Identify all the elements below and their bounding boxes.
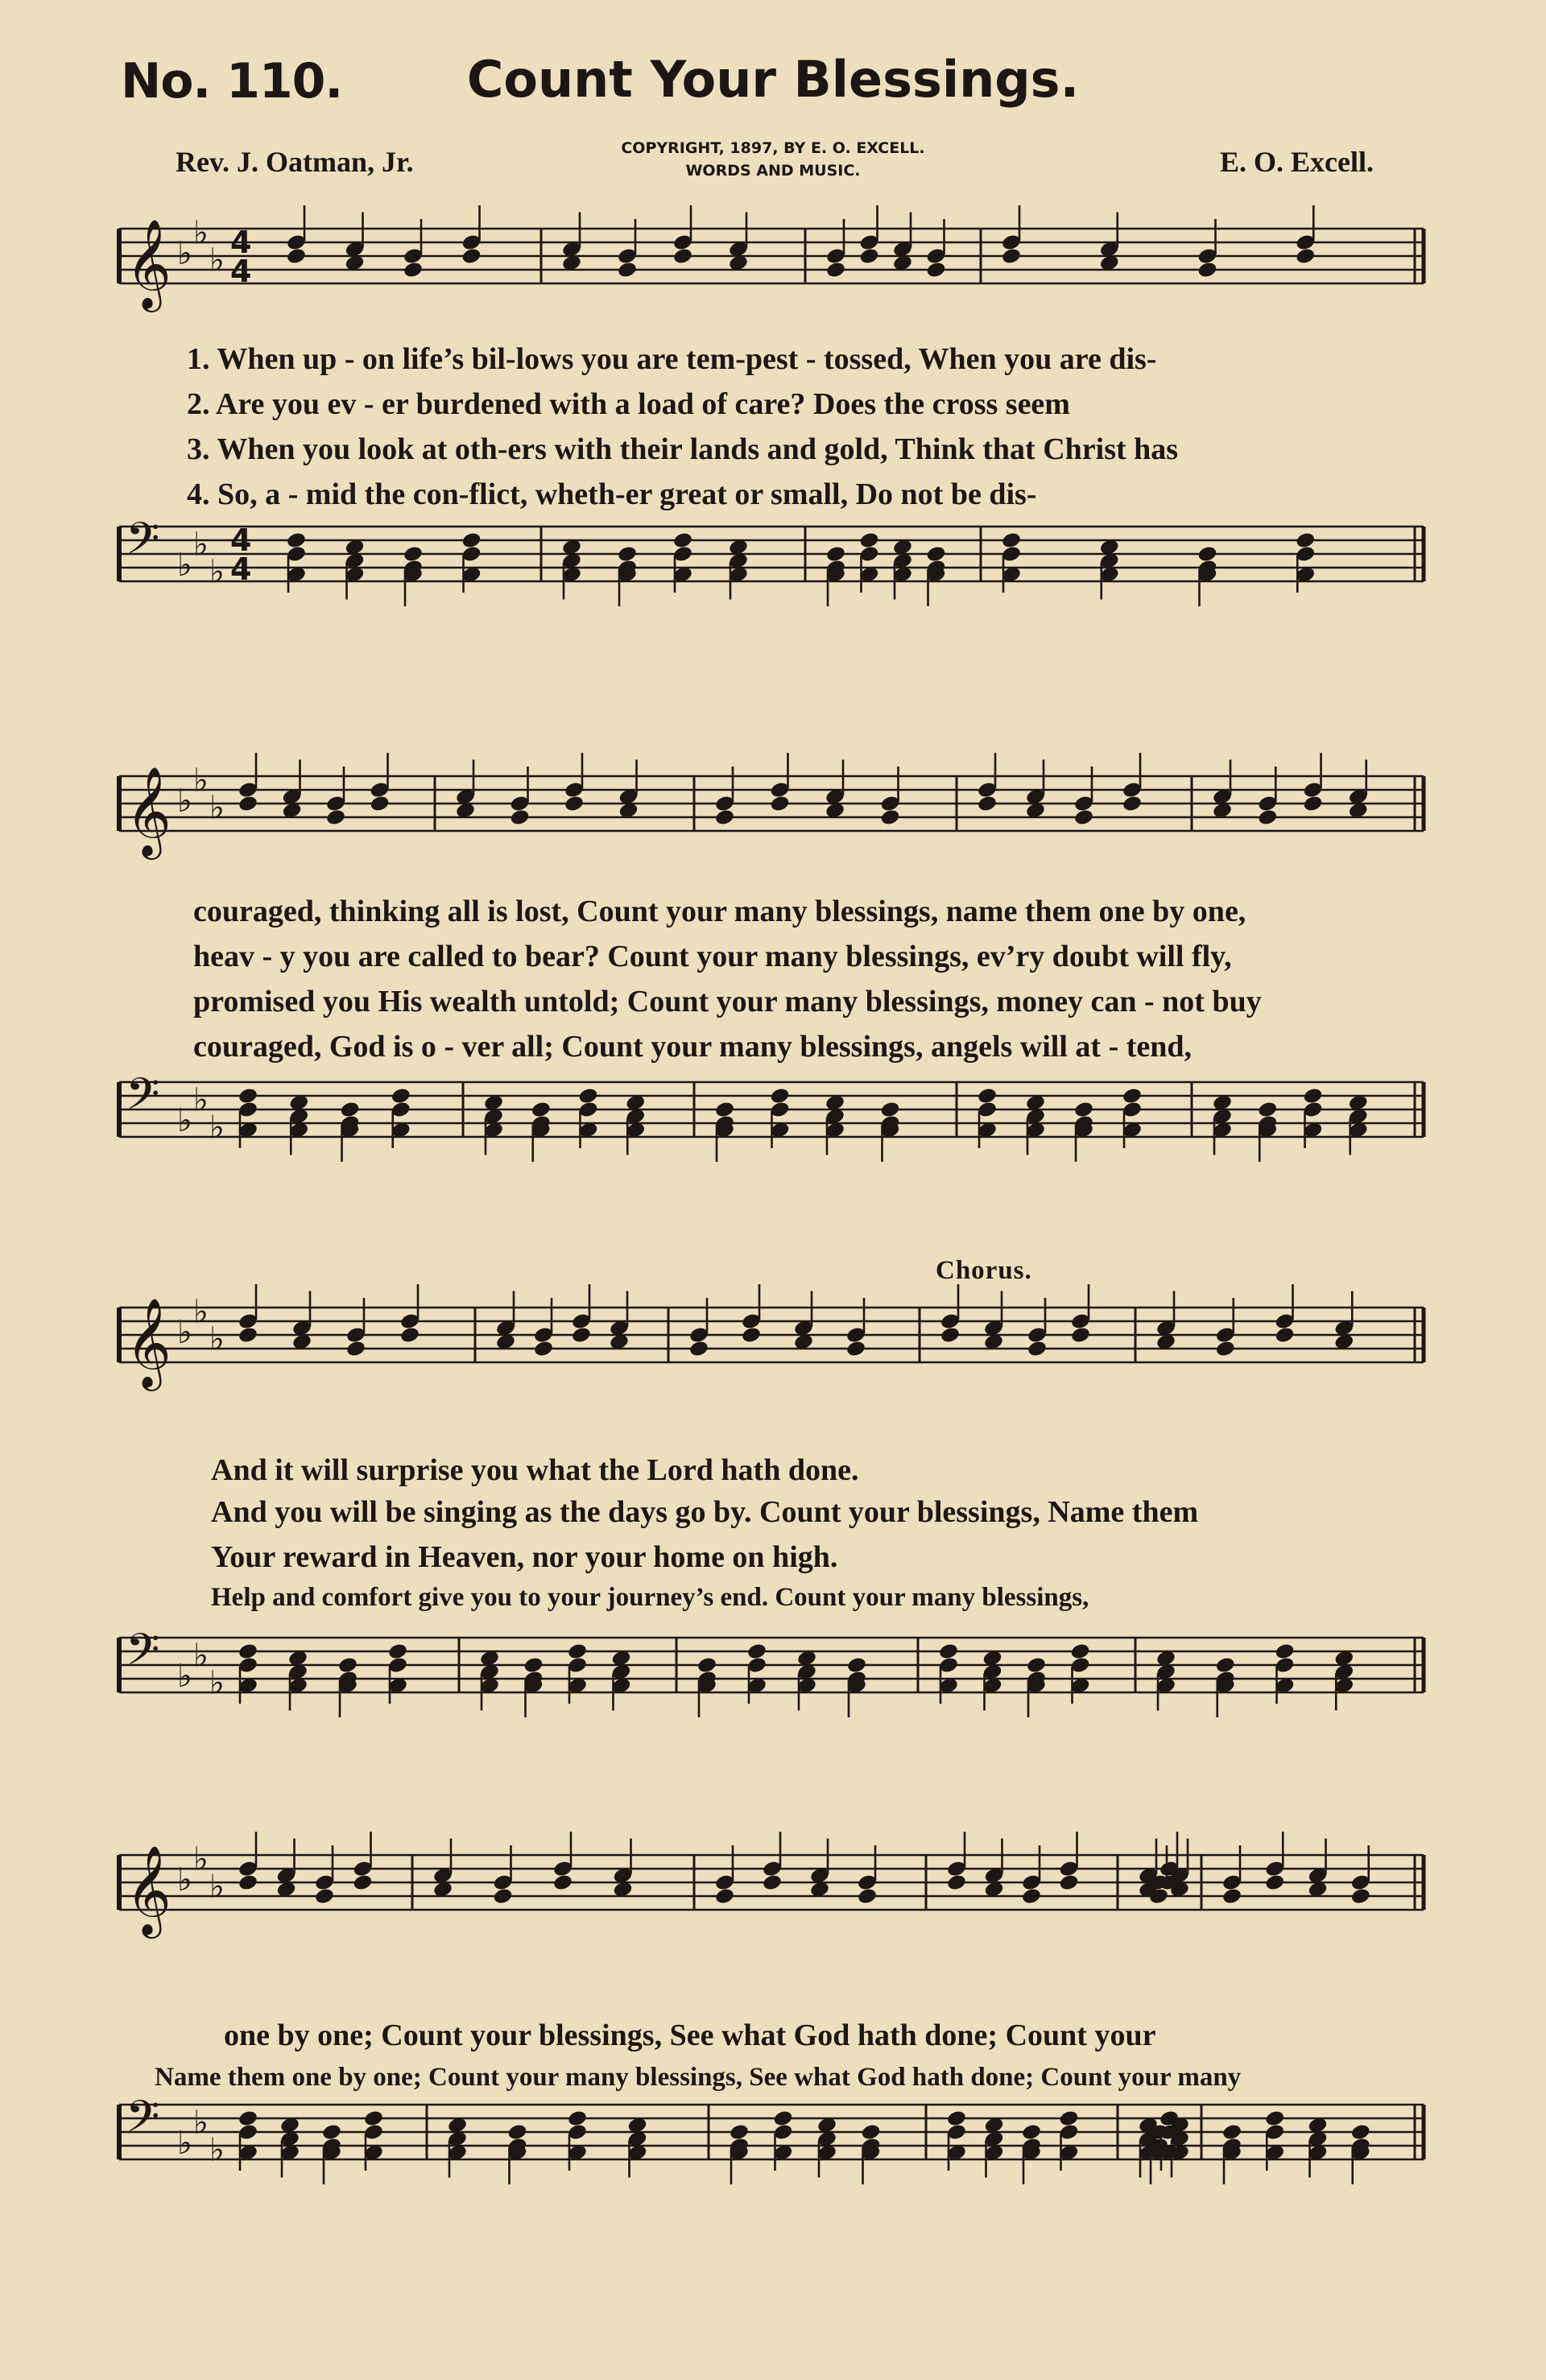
note-head	[1257, 808, 1278, 827]
note-head	[977, 795, 998, 813]
note-head	[860, 2123, 881, 2142]
note-head	[1069, 1642, 1090, 1661]
flat-icon: ♭	[193, 1292, 209, 1331]
flat-icon: ♭	[209, 2130, 225, 2169]
note-head	[1295, 247, 1316, 266]
note-head	[617, 545, 638, 564]
note-head	[858, 531, 879, 550]
note-head	[845, 1340, 866, 1358]
flat-icon: ♭	[193, 213, 209, 252]
lyric-verse-2: heav - y you are called to bear? Count your many blessings, ev’ry doubt will fly,	[193, 940, 1232, 973]
flat-icon: ♭	[209, 1320, 225, 1358]
note-head	[1222, 1887, 1242, 1906]
flat-icon: ♭	[193, 1081, 209, 1119]
lyric-verse-1: one by one; Count your blessings, See what God hath done; Count your	[224, 2018, 1156, 2052]
note-head	[714, 1887, 735, 1906]
lyric-verse-4: couraged, God is o - ver all; Count your many blessings, angels will at - tend,	[193, 1030, 1193, 1064]
music-system-1-treble	[0, 213, 1546, 338]
lyric-verse-4: Help and comfort give you to your journey’s end. Count your many blessings,	[211, 1583, 1089, 1612]
time-signature-digit: 4	[230, 225, 252, 260]
note-head	[741, 1326, 762, 1345]
note-head	[531, 1101, 552, 1119]
note-head	[925, 545, 946, 564]
note-head	[238, 1326, 258, 1345]
flat-icon: ♭	[177, 2124, 192, 2162]
note-head	[714, 808, 735, 827]
note-head	[1027, 1340, 1048, 1358]
note-head	[461, 531, 482, 550]
lyric-verse-3: promised you His wealth untold; Count your many blessings, money can - not buy	[193, 985, 1262, 1019]
note-head	[552, 1874, 573, 1892]
note-head	[1302, 1087, 1323, 1105]
note-head	[1274, 1326, 1295, 1345]
treble-clef-icon: 𝄞	[126, 1297, 172, 1387]
note-head	[238, 1874, 258, 1892]
note-head	[286, 247, 307, 266]
bass-clef-icon: 𝄢	[126, 2091, 160, 2153]
lyric-verse-2: 2. Are you ev - er burdened with a load of care? Does the cross seem	[187, 387, 1070, 421]
flat-icon: ♭	[209, 241, 225, 279]
flat-icon: ♭	[177, 1101, 192, 1139]
flat-icon: ♭	[193, 761, 209, 800]
copyright-line: COPYRIGHT, 1897, BY E. O. EXCELL.	[621, 139, 925, 157]
bass-clef-icon: 𝄢	[126, 1624, 160, 1686]
note-head	[1264, 1874, 1285, 1892]
note-head	[697, 1656, 717, 1675]
note-head	[672, 247, 693, 266]
note-head	[977, 1087, 998, 1105]
note-head	[325, 808, 346, 827]
note-head	[1021, 2123, 1042, 2142]
flat-icon: ♭	[177, 1861, 192, 1899]
note-head	[352, 1874, 373, 1892]
note-head	[391, 1087, 411, 1105]
note-head	[846, 1656, 867, 1675]
flat-icon: ♭	[177, 1313, 192, 1351]
note-head	[1021, 1887, 1042, 1906]
note-head	[879, 808, 900, 827]
note-head	[238, 795, 258, 813]
note-head	[1058, 2109, 1079, 2128]
flat-icon: ♭	[209, 552, 225, 591]
lyric-verse-4: 4. So, a - mid the con-flict, wheth-er great or small, Do not be dis-	[187, 477, 1037, 511]
note-head	[1302, 795, 1323, 813]
note-head	[403, 261, 424, 279]
flat-icon: ♭	[209, 788, 225, 827]
note-head	[938, 1642, 959, 1661]
note-head	[1197, 261, 1217, 279]
note-head	[1001, 531, 1022, 550]
note-head	[506, 2123, 527, 2142]
note-head	[399, 1326, 420, 1345]
time-signature-digit: 4	[230, 523, 252, 558]
note-head	[925, 261, 946, 279]
note-head	[1073, 1101, 1094, 1119]
note-head	[321, 2123, 342, 2142]
music-system-3-treble	[0, 1292, 1546, 1417]
note-head	[1274, 1642, 1295, 1661]
time-signature-digit: 4	[230, 552, 252, 587]
note-head	[286, 531, 307, 550]
note-head	[1026, 1656, 1047, 1675]
flat-icon: ♭	[177, 782, 192, 820]
note-head	[688, 1340, 709, 1358]
music-system-2-bass	[0, 1068, 1546, 1232]
note-head	[1197, 545, 1217, 564]
note-head	[825, 545, 846, 564]
note-head	[746, 1642, 767, 1661]
note-head	[523, 1656, 544, 1675]
note-head	[1070, 1326, 1091, 1345]
note-head	[1122, 1087, 1143, 1105]
note-head	[1073, 808, 1094, 827]
note-head	[564, 795, 585, 813]
time-signature-digit: 4	[230, 254, 252, 289]
note-head	[571, 1326, 592, 1345]
note-head	[533, 1340, 554, 1358]
music-system-4-treble	[0, 1840, 1546, 2005]
flat-icon: ♭	[193, 525, 209, 564]
note-head	[345, 1340, 366, 1358]
note-head	[461, 247, 482, 266]
lyric-verse-2: And you will be singing as the days go by. Count your blessings, Name them	[211, 1495, 1199, 1529]
flat-icon: ♭	[209, 1663, 225, 1702]
treble-clef-icon: 𝄞	[126, 1845, 172, 1935]
note-head	[1001, 247, 1022, 266]
bass-clef-icon: 𝄢	[126, 1068, 160, 1130]
hymn-title: Count Your Blessings.	[466, 50, 1080, 109]
flat-icon: ♭	[193, 2103, 209, 2142]
lyric-verse-1: 1. When up - on life’s bil-lows you are tem-pest - tossed, When you are dis-	[187, 342, 1157, 376]
note-head	[1295, 531, 1316, 550]
note-head	[1215, 1656, 1236, 1675]
note-head	[567, 2109, 588, 2128]
note-head	[825, 261, 846, 279]
note-head	[1215, 1340, 1236, 1358]
music-system-2-treble	[0, 761, 1546, 886]
music-system-3-bass	[0, 1626, 1546, 1787]
note-head	[946, 1874, 967, 1892]
flat-icon: ♭	[193, 1840, 209, 1878]
note-head	[314, 1887, 335, 1906]
lyricist-credit: Rev. J. Oatman, Jr.	[176, 146, 414, 178]
note-head	[1222, 2123, 1242, 2142]
note-head	[238, 1087, 258, 1105]
flat-icon: ♭	[177, 546, 192, 584]
hymn-number: No. 110.	[121, 53, 343, 109]
note-head	[714, 1101, 735, 1119]
treble-clef-icon: 𝄞	[126, 218, 172, 308]
flat-icon: ♭	[209, 1108, 225, 1147]
lyric-verse-3: Your reward in Heaven, nor your home on high.	[211, 1540, 838, 1574]
note-head	[940, 1326, 961, 1345]
note-head	[492, 1887, 513, 1906]
note-head	[1257, 1101, 1278, 1119]
note-head	[762, 1874, 783, 1892]
flat-icon: ♭	[177, 1657, 192, 1695]
note-head	[567, 1642, 588, 1661]
note-head	[858, 247, 879, 266]
flat-icon: ♭	[177, 234, 192, 272]
note-head	[369, 795, 390, 813]
note-head	[1350, 1887, 1371, 1906]
flat-icon: ♭	[209, 1867, 225, 1906]
note-head	[769, 1087, 790, 1105]
note-head	[769, 795, 790, 813]
note-head	[577, 1087, 598, 1105]
note-head	[879, 1101, 900, 1119]
lyric-verse-3: 3. When you look at oth-ers with their lands and gold, Think that Christ has	[187, 432, 1179, 466]
note-head	[772, 2109, 793, 2128]
lyric-verse-1: couraged, thinking all is lost, Count your many blessings, name them one by one,	[193, 895, 1246, 928]
flat-icon: ♭	[193, 1636, 209, 1675]
note-head	[946, 2109, 967, 2128]
note-head	[509, 808, 530, 827]
bass-clef-icon: 𝄢	[126, 513, 160, 575]
note-head	[337, 1656, 358, 1675]
music-system-1-bass	[0, 515, 1546, 676]
note-head	[1122, 795, 1143, 813]
treble-clef-icon: 𝄞	[126, 766, 172, 856]
lyric-verse-1: And it will surprise you what the Lord hath done.	[211, 1453, 859, 1487]
composer-credit: E. O. Excell.	[1220, 146, 1374, 178]
note-head	[339, 1101, 360, 1119]
note-head	[857, 1887, 878, 1906]
note-head	[672, 531, 693, 550]
note-head	[729, 2123, 750, 2142]
chorus-label: Chorus.	[936, 1256, 1032, 1285]
lyric-verse-2: Name them one by one; Count your many blessings, See what God hath done; Count your many	[155, 2063, 1242, 2092]
note-head	[1350, 2123, 1371, 2142]
note-head	[238, 1642, 258, 1661]
note-head	[363, 2109, 384, 2128]
note-head	[238, 2109, 258, 2128]
note-head	[387, 1642, 408, 1661]
note-head	[403, 545, 424, 564]
music-system-4-bass	[0, 2093, 1546, 2271]
note-head	[617, 261, 638, 279]
note-head	[1264, 2109, 1285, 2128]
copyright-line: WORDS AND MUSIC.	[685, 162, 861, 180]
note-head	[1058, 1874, 1079, 1892]
